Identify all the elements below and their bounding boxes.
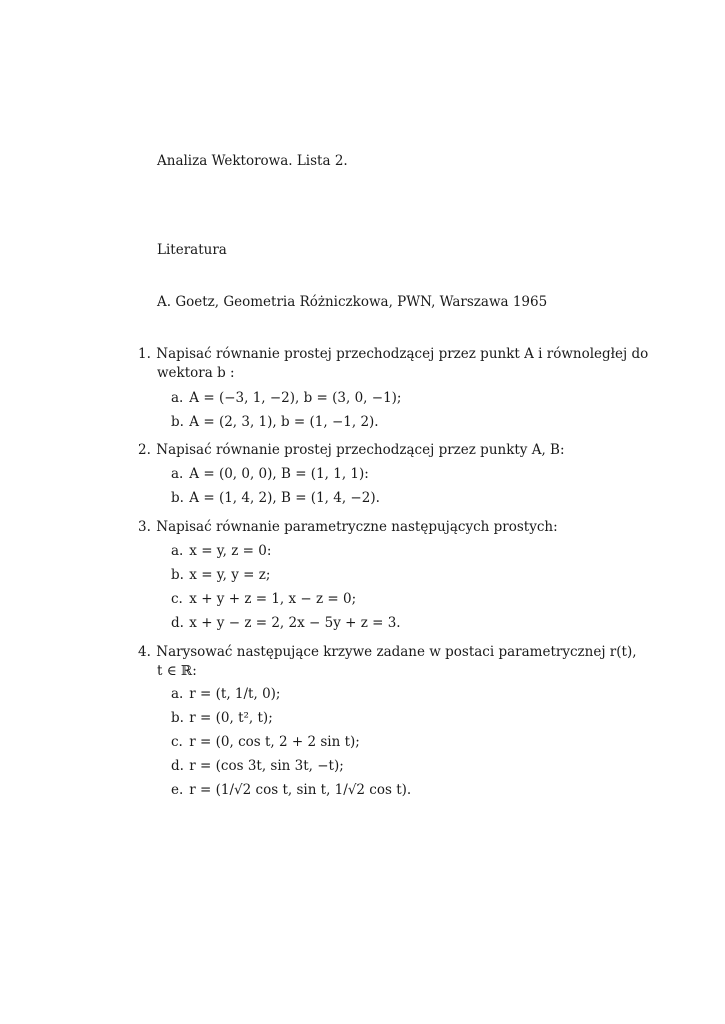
problem-number: 2. bbox=[138, 442, 151, 458]
problem-3-item-d: d. x + y − z = 2, 2x − 5y + z = 3. bbox=[171, 615, 401, 631]
problem-4-line1 bbox=[138, 643, 637, 661]
literature-heading: Literatura bbox=[157, 242, 227, 258]
problem-number: 1. bbox=[138, 346, 151, 362]
literature-reference: A. Goetz, Geometria Różniczkowa, PWN, Warszawa 1965 bbox=[157, 294, 548, 310]
problem-3-item-a: a. x = y, z = 0: bbox=[171, 543, 272, 559]
problem-2-text-line1: Napisać równanie prostej przechodzącej przez punkty A, B: bbox=[156, 442, 565, 458]
problem-2-item-b: b. A = (1, 4, 2), B = (1, 4, −2). bbox=[171, 490, 380, 506]
problem-4-item-e: e. r = (1/√2 cos t, sin t, 1/√2 cos t). bbox=[171, 782, 412, 798]
document-title: Analiza Wektorowa. Lista 2. bbox=[157, 153, 348, 169]
problem-4-item-a: a. r = (t, 1/t, 0); bbox=[171, 686, 281, 702]
problem-2-line1 bbox=[138, 441, 565, 459]
problem-4-item-c: c. r = (0, cos t, 2 + 2 sin t); bbox=[171, 734, 360, 750]
problem-1-text-line2: wektora b : bbox=[157, 365, 235, 381]
problem-number: 3. bbox=[138, 519, 151, 535]
problem-3-line1 bbox=[138, 518, 558, 536]
problem-2-item-a: a. A = (0, 0, 0), B = (1, 1, 1): bbox=[171, 466, 369, 482]
problem-number: 4. bbox=[138, 644, 151, 660]
problem-4-item-b: b. r = (0, t², t); bbox=[171, 710, 273, 726]
problem-3-item-b: b. x = y, y = z; bbox=[171, 567, 271, 583]
problem-3-text-line1: Napisać równanie parametryczne następujących prostych: bbox=[156, 519, 558, 535]
problem-1-item-a: a. A = (−3, 1, −2), b = (3, 0, −1); bbox=[171, 390, 402, 406]
problem-1-line1 bbox=[138, 345, 648, 363]
problem-1-text-line1: Napisać równanie prostej przechodzącej przez punkt A i równoległej do bbox=[156, 346, 649, 362]
problem-3-item-c: c. x + y + z = 1, x − z = 0; bbox=[171, 591, 357, 607]
problem-4-item-d: d. r = (cos 3t, sin 3t, −t); bbox=[171, 758, 344, 774]
problem-4-text-line1: Narysować następujące krzywe zadane w postaci parametrycznej r(t), bbox=[156, 644, 637, 660]
problem-4-text-line2: t ∈ ℝ: bbox=[157, 663, 197, 679]
problem-1-item-b: b. A = (2, 3, 1), b = (1, −1, 2). bbox=[171, 414, 379, 430]
